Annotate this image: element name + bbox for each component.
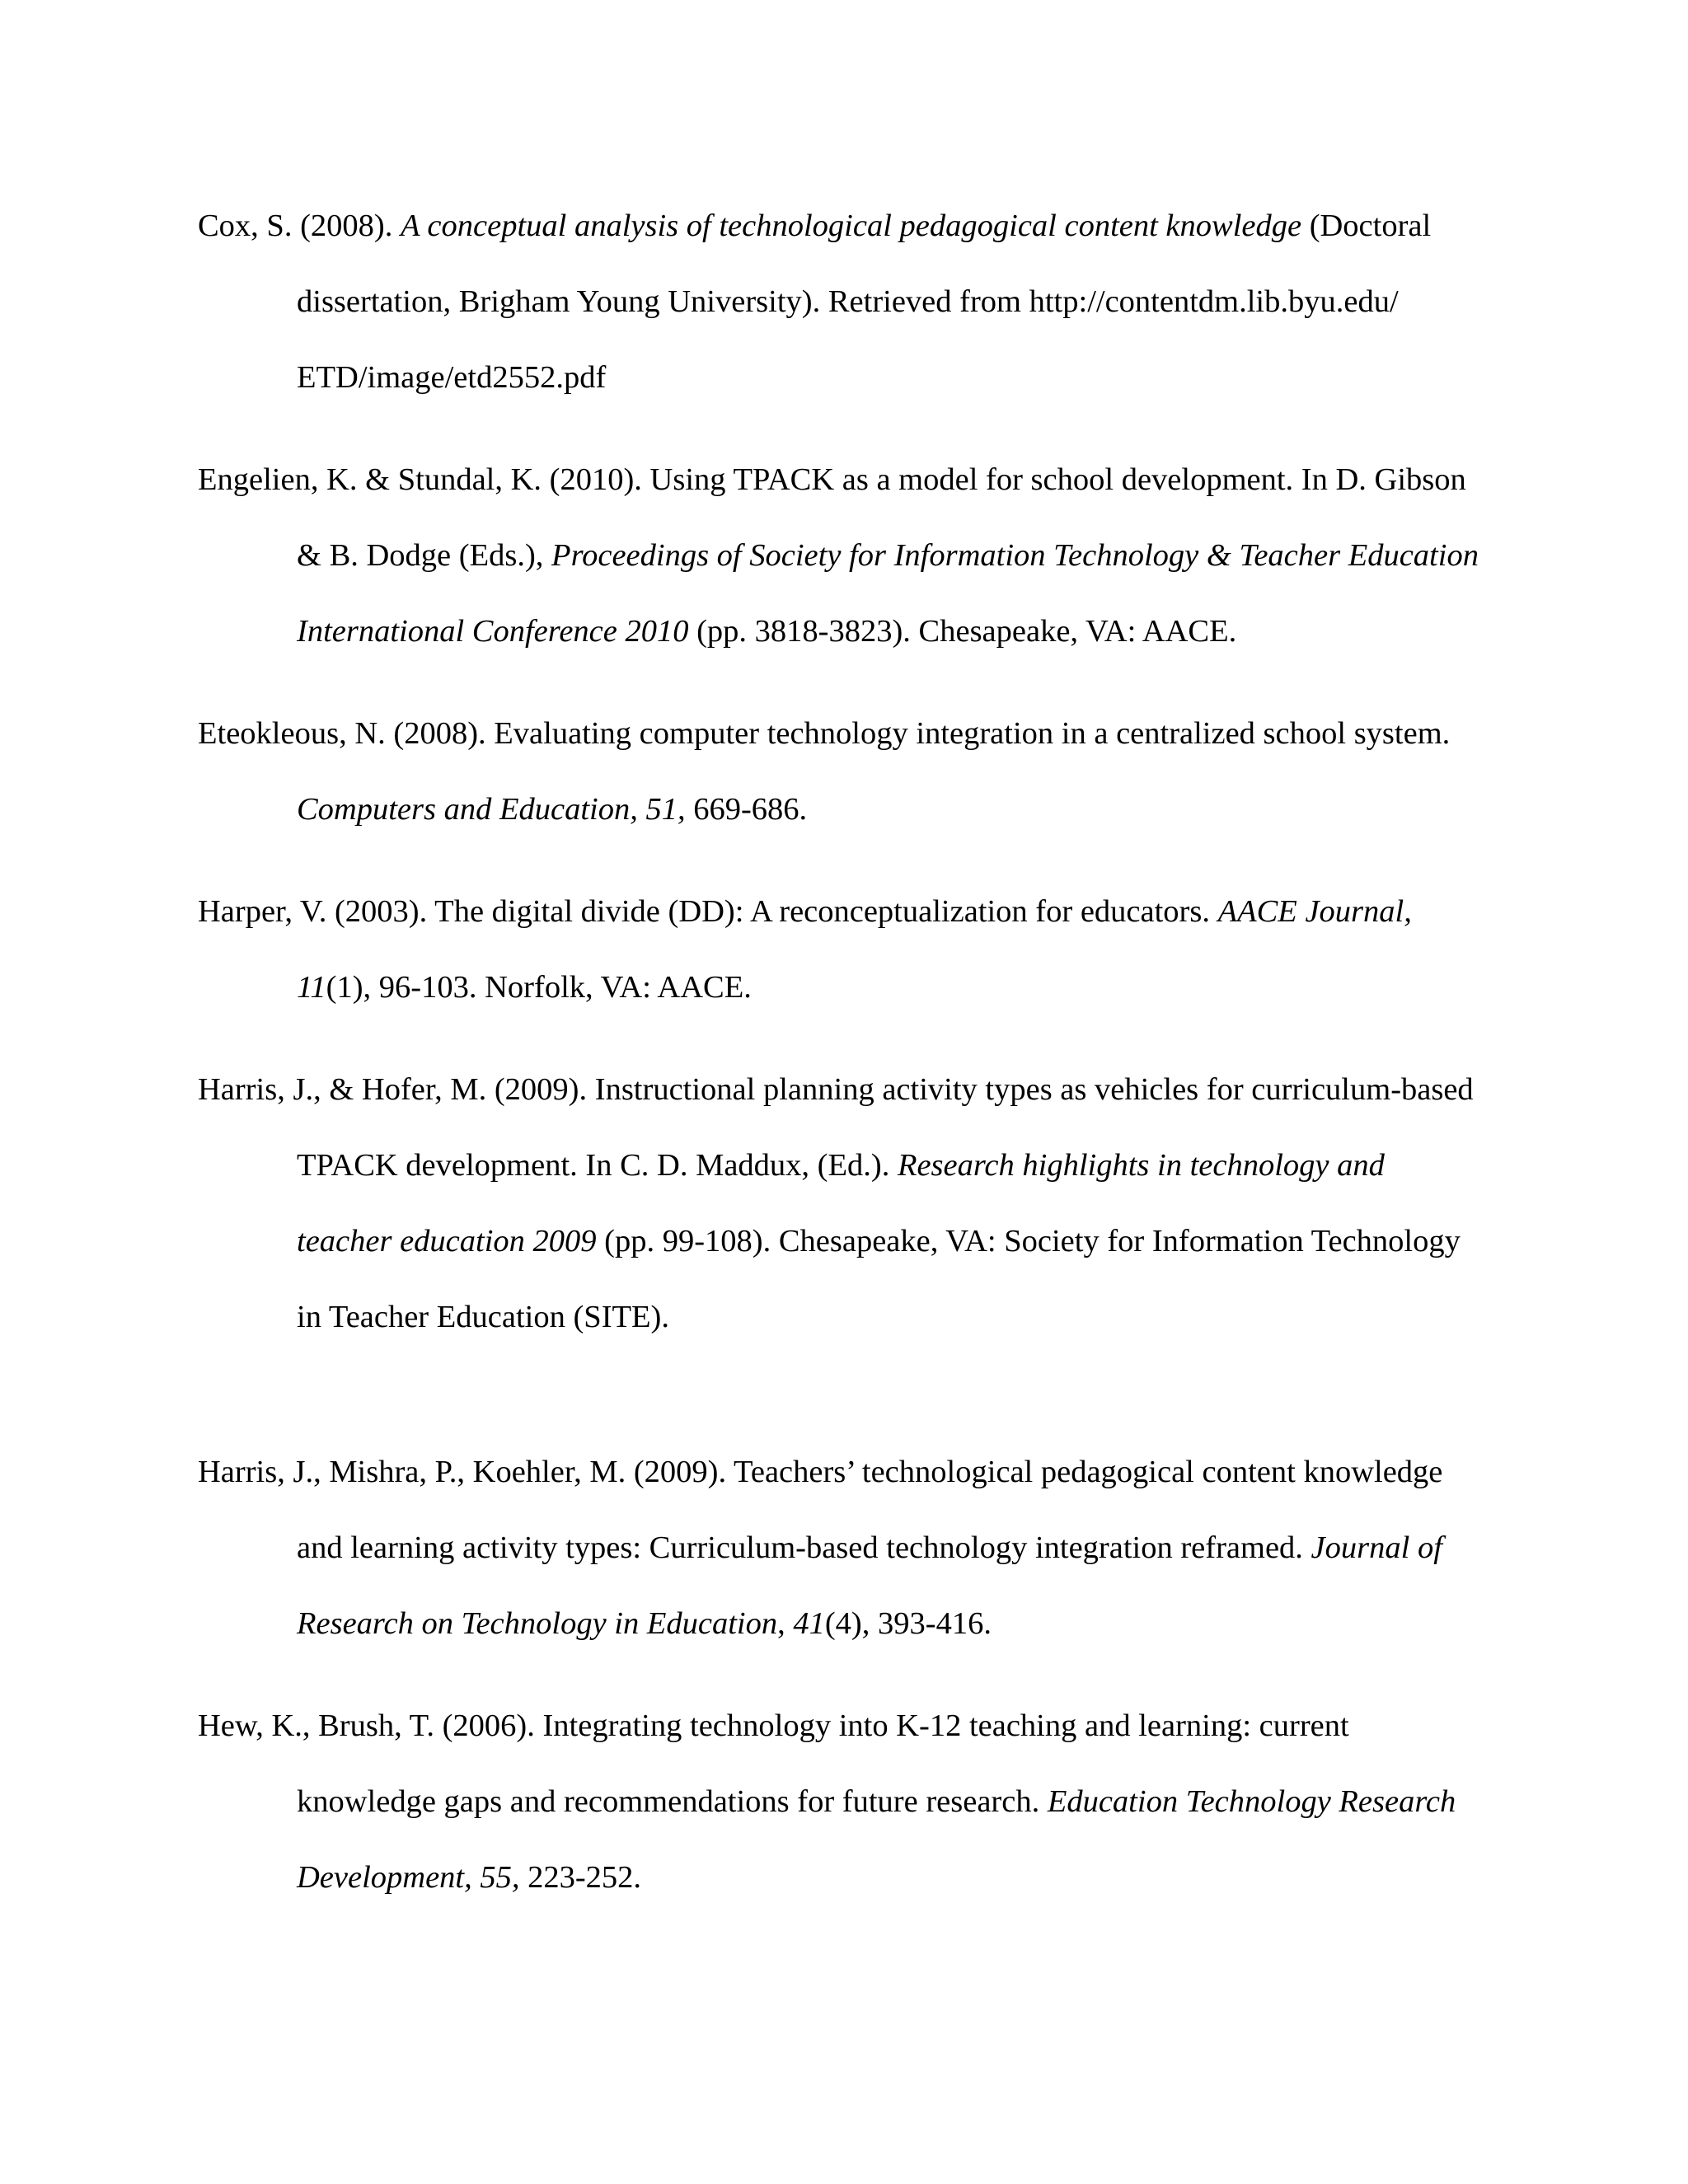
reference-list <box>198 188 1484 1942</box>
reference-text-segment: (pp. 99-108). Chesapeake, VA: Society for Information Technology in Teacher Education (SITE). <box>297 1224 1461 1334</box>
reference-text-segment: Eteokleous, N. (2008). Evaluating computer technology integration in a centralized school system. <box>198 716 1451 751</box>
reference-text-segment: Harris, J., & Hofer, M. (2009). Instructional planning activity types as vehicles for curriculum-based TPACK development. In C. D. Maddux, (Ed.). <box>198 1072 1474 1183</box>
reference-title-italic: Research highlights in technology and teacher education 2009 <box>297 1148 1385 1258</box>
reference-title-italic: AACE Journal, 11 <box>297 894 1412 1005</box>
reference-text-segment: (Doctoral dissertation, Brigham Young University). Retrieved from http://contentdm.lib.byu.edu/ ETD/image/etd2552.pdf <box>297 209 1432 395</box>
reference-text-segment: 223-252. <box>519 1860 642 1895</box>
reference-text-segment: (1), 96-103. Norfolk, VA: AACE. <box>326 970 752 1005</box>
reference-entry <box>198 874 1484 1025</box>
reference-text-segment: Harper, V. (2003). The digital divide (DD): A reconceptualization for educators. <box>198 894 1218 929</box>
reference-text-segment: , <box>777 1606 794 1641</box>
reference-entry <box>198 696 1484 847</box>
reference-title-italic: Proceedings of Society for Information Technology & Teacher Education International Conference 2010 <box>297 538 1479 649</box>
reference-text-segment: (4), 393-416. <box>824 1606 992 1641</box>
reference-entry <box>198 1434 1484 1661</box>
reference-entry <box>198 442 1484 669</box>
reference-entry <box>198 188 1484 415</box>
reference-text-segment: (pp. 3818-3823). Chesapeake, VA: AACE. <box>688 614 1237 649</box>
reference-entry <box>198 1052 1484 1355</box>
reference-text-segment: Engelien, K. & Stundal, K. (2010). Using TPACK as a model for school development. In D. Gibson & B. Dodge (Eds.), <box>198 462 1466 573</box>
reference-title-italic: A conceptual analysis of technological pedagogical content knowledge <box>400 209 1302 243</box>
reference-title-italic: Education Technology Research Development, 55, <box>297 1784 1456 1895</box>
reference-title-italic: Journal of Research on Technology in Education <box>297 1530 1442 1641</box>
reference-text-segment: 669-686. <box>685 792 808 827</box>
reference-entry <box>198 1688 1484 1915</box>
reference-text-segment: Hew, K., Brush, T. (2006). Integrating technology into K-12 teaching and learning: current knowledge gaps and recommendations for future research. <box>198 1708 1349 1819</box>
reference-title-italic: Computers and Education, 51, <box>297 792 686 827</box>
reference-text-segment: Cox, S. (2008). <box>198 209 401 243</box>
reference-volume-italic: 41 <box>793 1606 825 1641</box>
reference-text-segment: Harris, J., Mishra, P., Koehler, M. (2009). Teachers’ technological pedagogical content knowledge and learning activity types: Curriculum-based technology integration reframed. <box>198 1455 1443 1565</box>
